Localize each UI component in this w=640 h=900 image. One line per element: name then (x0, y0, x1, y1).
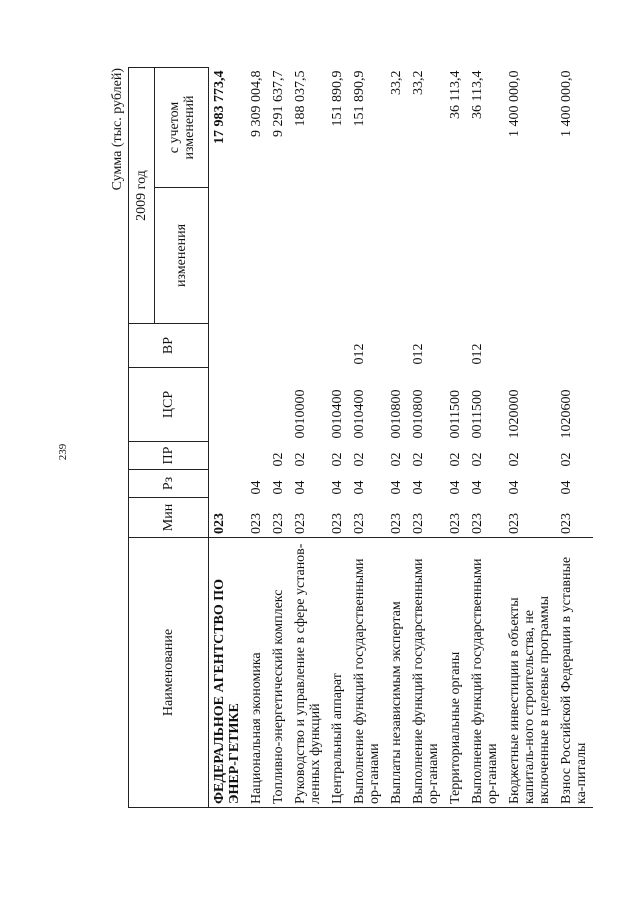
row-pr (246, 442, 268, 470)
row-total: 33,2 (411, 70, 426, 95)
row-rz: 04 (559, 480, 574, 495)
row-rz: 04 (448, 480, 463, 495)
header-min: Мин (129, 498, 209, 538)
table-caption: Сумма (тыс. рублей) (110, 68, 125, 191)
row-rz: 04 (507, 480, 522, 495)
row-changes (246, 188, 268, 324)
header-with-changes: с учетом изменений (155, 68, 209, 188)
row-min: 023 (330, 513, 345, 534)
row-csr: 0010400 (330, 389, 345, 439)
table-row (386, 68, 408, 808)
row-name: Топливно-энергетический комплекс (268, 538, 290, 808)
header-changes: изменения (155, 188, 209, 324)
row-vr (504, 324, 556, 368)
row-name: ФЕДЕРАЛЬНОЕ АГЕНТСТВО ПО ЭНЕР-ГЕТИКЕ (209, 538, 247, 808)
row-total: 36 113,4 (448, 70, 463, 119)
row-min: 023 (352, 513, 367, 534)
table-row (445, 68, 467, 808)
row-total: 151 890,9 (352, 70, 367, 127)
row-total: 17 983 773,4 (212, 70, 227, 144)
row-name: Национальная экономика (246, 538, 268, 808)
table-row (467, 68, 504, 808)
row-pr: 02 (330, 452, 345, 467)
row-pr: 02 (411, 452, 426, 467)
row-vr (327, 324, 349, 368)
row-pr: 02 (507, 452, 522, 467)
table-row (268, 68, 290, 808)
row-changes (445, 188, 467, 324)
table-row (349, 68, 386, 808)
row-rz: 04 (470, 480, 485, 495)
row-csr: 0010800 (411, 389, 426, 439)
row-vr: 012 (470, 343, 485, 365)
row-vr (386, 324, 408, 368)
table-row (408, 68, 445, 808)
row-csr (246, 368, 268, 442)
row-vr (556, 324, 593, 368)
row-name: Руководство и управление в сфере установ-ленных функций (290, 538, 327, 808)
row-min: 023 (507, 513, 522, 534)
row-changes (504, 188, 556, 324)
row-changes (268, 188, 290, 324)
row-vr: 012 (411, 343, 426, 365)
row-min: 023 (293, 513, 308, 534)
row-name: Взнос Российской Федерации в уставные ка-питалы (556, 538, 593, 808)
header-rz: Рз (129, 470, 209, 498)
row-csr: 0011500 (470, 390, 485, 439)
table-row (556, 68, 593, 808)
row-name: Территориальные органы (445, 538, 467, 808)
row-pr: 02 (352, 452, 367, 467)
row-changes (408, 188, 445, 324)
row-csr (209, 368, 247, 442)
row-total: 151 890,9 (330, 70, 345, 127)
row-csr: 1020600 (559, 389, 574, 439)
row-total: 36 113,4 (470, 70, 485, 119)
row-changes (386, 188, 408, 324)
row-name: Выполнение функций государственными ор-ганами (408, 538, 445, 808)
row-name: Бюджетные инвестиции в объекты капиталь-ного строительства, не включенные в целевые программы (504, 538, 556, 808)
rotated-page-content (110, 68, 589, 808)
row-min: 023 (470, 513, 485, 534)
row-total: 188 037,5 (293, 70, 308, 127)
row-csr: 0011500 (448, 390, 463, 439)
header-csr: ЦСР (129, 368, 209, 442)
row-pr: 02 (293, 452, 308, 467)
header-pr: ПР (129, 442, 209, 470)
table-row (209, 68, 247, 808)
row-vr (290, 324, 327, 368)
row-changes (209, 188, 247, 324)
row-vr: 012 (352, 343, 367, 365)
row-rz: 04 (352, 480, 367, 495)
row-csr: 0010800 (389, 389, 404, 439)
row-rz (209, 470, 247, 498)
table-row (246, 68, 268, 808)
row-total: 9 291 637,7 (271, 70, 286, 137)
table-row (290, 68, 327, 808)
header-year: 2009 год (129, 68, 155, 324)
row-name: Выполнение функций государственными ор-ганами (349, 538, 386, 808)
row-rz: 04 (330, 480, 345, 495)
row-pr: 02 (271, 452, 286, 467)
header-vr: ВР (129, 324, 209, 368)
row-min: 023 (249, 513, 264, 534)
row-min: 023 (559, 513, 574, 534)
budget-table (128, 67, 593, 808)
row-min: 023 (411, 513, 426, 534)
row-rz: 04 (293, 480, 308, 495)
row-rz: 04 (249, 480, 264, 495)
row-vr (445, 324, 467, 368)
row-min: 023 (389, 513, 404, 534)
row-pr: 02 (448, 452, 463, 467)
row-rz: 04 (389, 480, 404, 495)
header-name: Наименование (129, 538, 209, 808)
row-changes (349, 188, 386, 324)
table-row (327, 68, 349, 808)
row-changes (327, 188, 349, 324)
row-min: 023 (271, 513, 286, 534)
row-vr (268, 324, 290, 368)
row-csr: 0010400 (352, 389, 367, 439)
row-pr: 02 (470, 452, 485, 467)
row-vr (209, 324, 247, 368)
page-number: 239 (57, 443, 69, 461)
row-csr: 1020000 (507, 389, 522, 439)
row-total: 33,2 (389, 70, 404, 95)
row-pr: 02 (559, 452, 574, 467)
row-min: 023 (448, 513, 463, 534)
row-total: 9 309 004,8 (249, 70, 264, 137)
row-changes (467, 188, 504, 324)
row-pr: 02 (389, 452, 404, 467)
row-changes (556, 188, 593, 324)
row-total: 1 400 000,0 (559, 70, 574, 137)
row-rz: 04 (271, 480, 286, 495)
table-row (504, 68, 556, 808)
row-name: Выполнение функций государственными ор-ганами (467, 538, 504, 808)
row-min: 023 (212, 513, 227, 534)
row-changes (290, 188, 327, 324)
row-name: Центральный аппарат (327, 538, 349, 808)
row-csr: 0010000 (293, 389, 308, 439)
row-name: Выплаты независимым экспертам (386, 538, 408, 808)
row-vr (246, 324, 268, 368)
row-rz: 04 (411, 480, 426, 495)
row-total: 1 400 000,0 (507, 70, 522, 137)
row-pr (209, 442, 247, 470)
table-body (209, 68, 594, 808)
row-csr (268, 368, 290, 442)
